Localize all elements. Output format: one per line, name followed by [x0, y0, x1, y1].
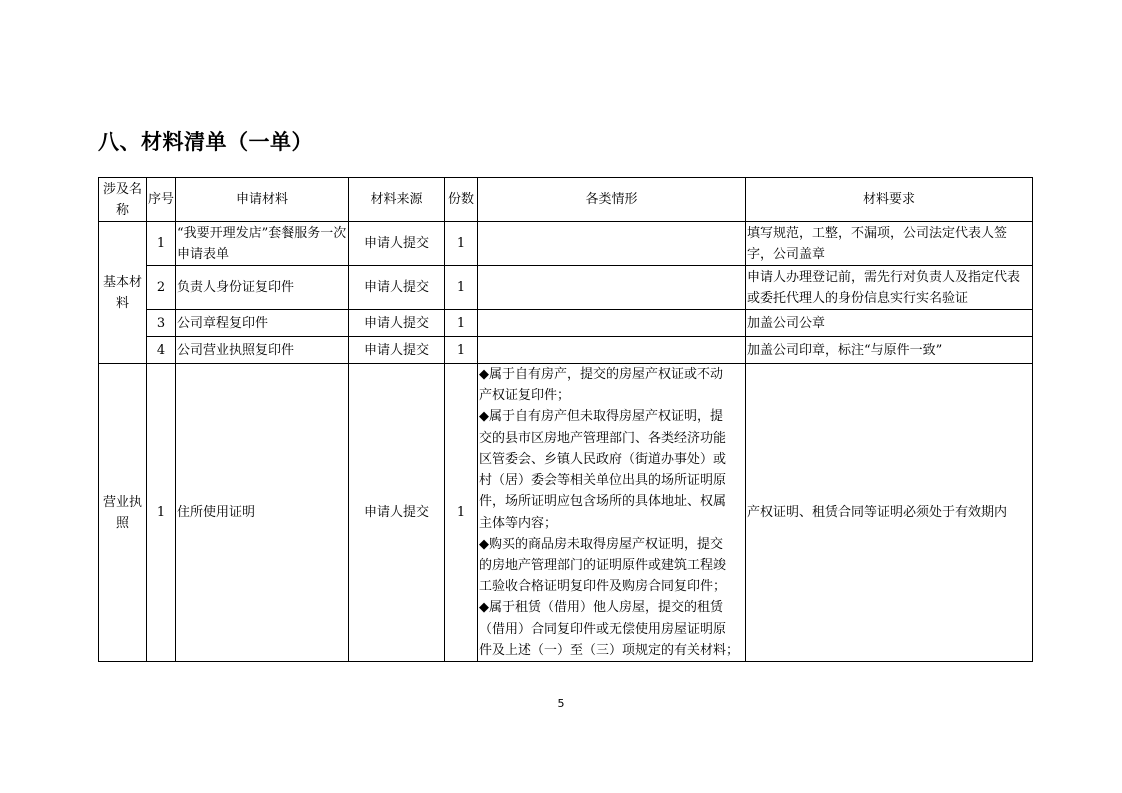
row-copies: 1: [445, 310, 478, 337]
materials-table: [98, 177, 1033, 662]
group-category-basic: 基本材料: [99, 222, 147, 364]
row-situations: [478, 222, 746, 266]
row-material: 负责人身份证复印件: [176, 266, 349, 310]
row-copies: 1: [445, 364, 478, 662]
table-row: [99, 364, 1033, 662]
row-situations: [478, 266, 746, 310]
row-copies: 1: [445, 337, 478, 364]
header-category: 涉及名称: [99, 178, 147, 222]
table-row: [99, 266, 1033, 310]
row-copies: 1: [445, 266, 478, 310]
situation-line: ◆属于租赁（借用）他人房屋，提交的租赁: [479, 600, 723, 616]
row-source: 申请人提交: [349, 310, 445, 337]
situation-line: 区管委会、乡镇人民政府（街道办事处）或: [479, 451, 727, 467]
row-requirements: 申请人办理登记前，需先行对负责人及指定代表或委托代理人的身份信息实行实名验证: [746, 266, 1033, 310]
situation-line: ◆购买的商品房未取得房屋产权证明，提交: [479, 536, 723, 552]
situation-line: （借用）合同复印件或无偿使用房屋证明原: [479, 621, 727, 637]
header-requirements: 材料要求: [746, 178, 1033, 222]
row-requirements: 加盖公司印章，标注“与原件一致”: [746, 337, 1033, 364]
table-header-row: [99, 178, 1033, 222]
situation-line: 件，场所证明应包含场所的具体地址、权属: [479, 494, 727, 510]
header-copies: 份数: [445, 178, 478, 222]
row-source: 申请人提交: [349, 337, 445, 364]
page-title: 八、材料清单（一单）: [98, 130, 313, 154]
situation-line: 件及上述（一）至（三）项规定的有关材料；: [479, 642, 740, 658]
table-row: [99, 310, 1033, 337]
row-material: 住所使用证明: [176, 364, 349, 662]
situation-line: ◆属于自有房产，提交的房屋产权证或不动: [479, 367, 723, 383]
row-situations: [478, 310, 746, 337]
row-requirements: 产权证明、租赁合同等证明必须处于有效期内: [746, 364, 1033, 662]
row-situations: [478, 364, 746, 662]
situation-line: 的房地产管理部门的证明原件或建筑工程竣: [479, 557, 727, 573]
header-material: 申请材料: [176, 178, 349, 222]
situation-line: 工验收合格证明复印件及购房合同复印件；: [479, 579, 727, 595]
row-index: 1: [147, 364, 176, 662]
header-index: 序号: [147, 178, 176, 222]
page-number: 5: [557, 697, 565, 710]
row-index: 3: [147, 310, 176, 337]
row-index: 2: [147, 266, 176, 310]
situation-line: ◆属于自有房产但未取得房屋产权证明，提: [479, 409, 723, 425]
row-situations: [478, 337, 746, 364]
row-material: 公司营业执照复印件: [176, 337, 349, 364]
situation-line: 交的县市区房地产管理部门、各类经济功能: [479, 430, 727, 446]
row-requirements: 加盖公司公章: [746, 310, 1033, 337]
situation-line: 产权证复印件；: [479, 388, 571, 404]
header-source: 材料来源: [349, 178, 445, 222]
row-copies: 1: [445, 222, 478, 266]
row-requirements: 填写规范，工整，不漏项，公司法定代表人签字，公司盖章: [746, 222, 1033, 266]
row-material: 公司章程复印件: [176, 310, 349, 337]
row-index: 1: [147, 222, 176, 266]
table-row: [99, 222, 1033, 266]
row-source: 申请人提交: [349, 266, 445, 310]
situation-line: 村（居）委会等相关单位出具的场所证明原: [479, 473, 727, 489]
row-material: “我要开理发店”套餐服务一次申请表单: [176, 222, 349, 266]
situation-line: 主体等内容；: [479, 515, 558, 531]
header-situations: 各类情形: [478, 178, 746, 222]
row-index: 4: [147, 337, 176, 364]
group-category-license: 营业执照: [99, 364, 147, 662]
row-source: 申请人提交: [349, 222, 445, 266]
table-row: [99, 337, 1033, 364]
row-source: 申请人提交: [349, 364, 445, 662]
